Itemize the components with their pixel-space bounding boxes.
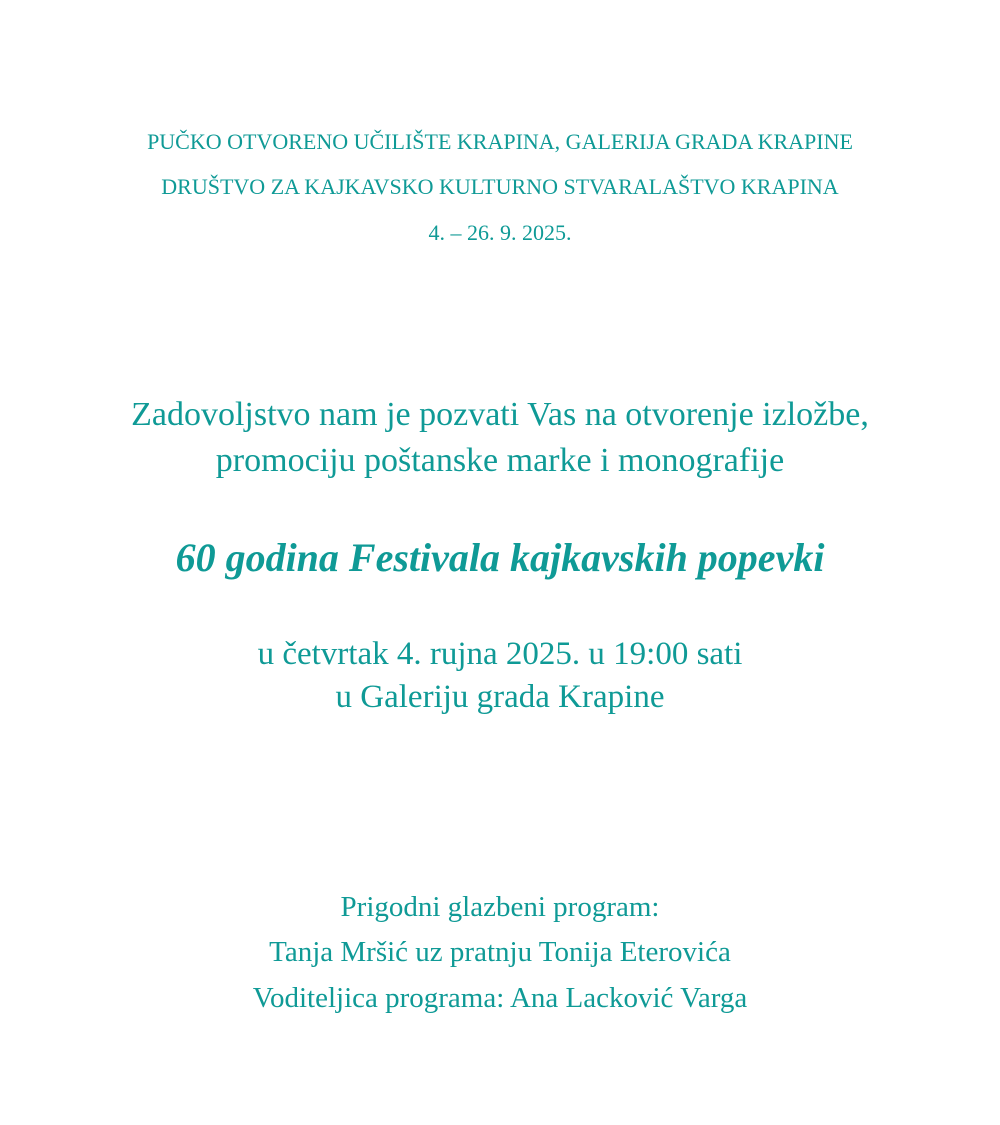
event-title: 60 godina Festivala kajkavskih popevki (175, 535, 825, 580)
program-host: Voditeljica programa: Ana Lacković Varga (252, 982, 748, 1014)
organizers-line-1: PUČKO OTVORENO UČILIŠTE KRAPINA, GALERIJA GRADA KRAPINE (147, 129, 853, 154)
event-venue: u Galeriju grada Krapine (335, 679, 665, 715)
invitation-line-1: Zadovoljstvo nam je pozvati Vas na otvorenje izložbe, (131, 396, 869, 433)
program-performers: Tanja Mršić uz pratnju Tonija Eterovića (269, 936, 731, 968)
exhibition-dates: 4. – 26. 9. 2025. (428, 220, 572, 245)
event-date-time: u četvrtak 4. rujna 2025. u 19:00 sati (257, 636, 743, 672)
program-heading: Prigodni glazbeni program: (340, 891, 660, 923)
organizers-line-2: DRUŠTVO ZA KAJKAVSKO KULTURNO STVARALAŠTVO KRAPINA (161, 174, 839, 199)
invitation-line-2: promociju poštanske marke i monografije (215, 442, 785, 479)
